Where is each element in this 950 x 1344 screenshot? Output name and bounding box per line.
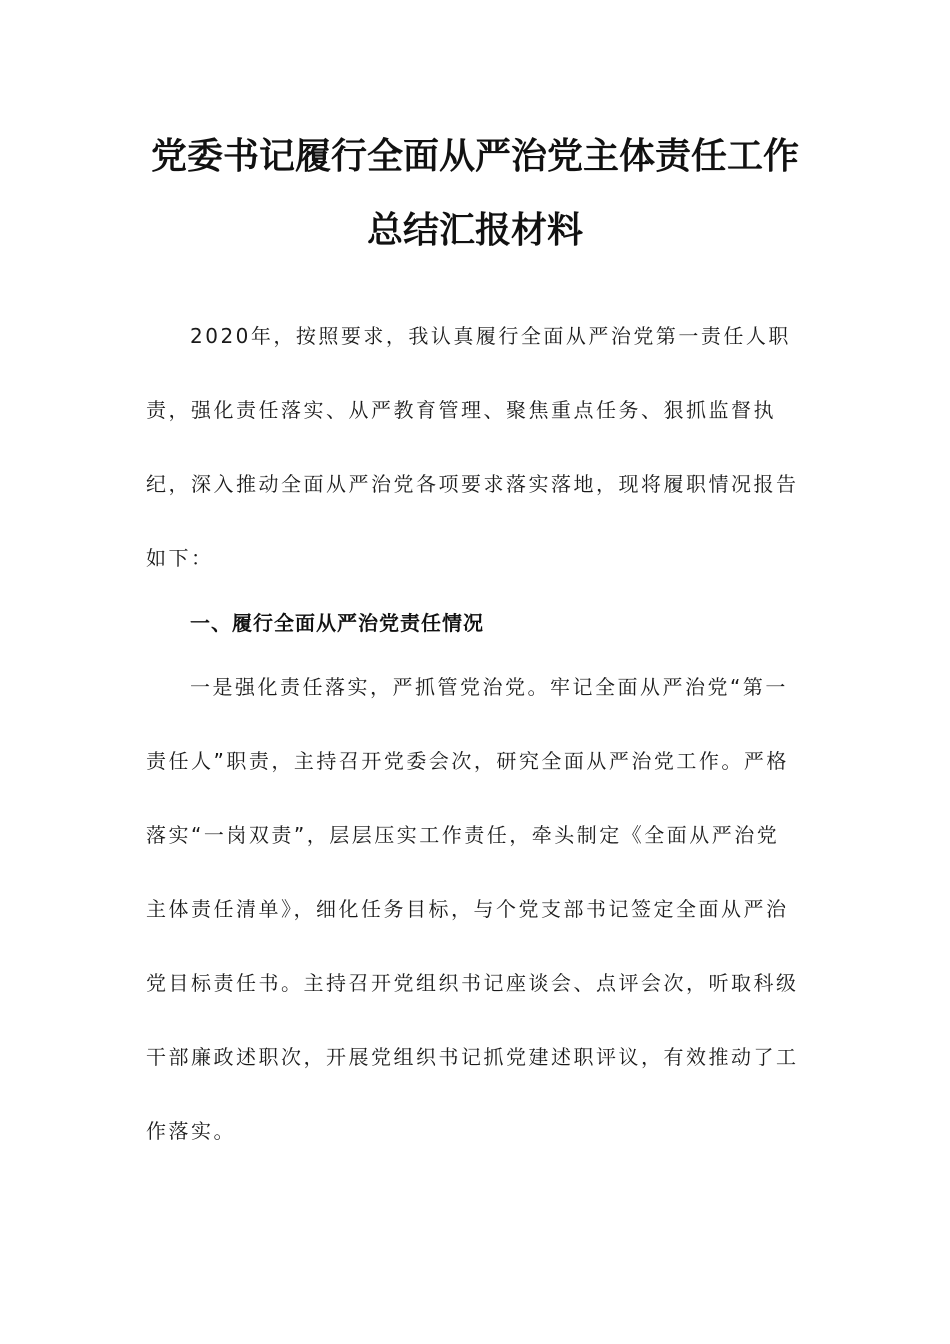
intro-line-2: 责，强化责任落实、从严教育管理、聚焦重点任务、狠抓监督执 bbox=[146, 398, 776, 422]
section-line-7: 作落实。 bbox=[146, 1119, 236, 1143]
section-line-3: 落实“一岗双责”，层层压实工作责任，牵头制定《全面从严治党 bbox=[146, 823, 780, 847]
section-line-5: 党目标责任书。主持召开党组织书记座谈会、点评会次，听取科级 bbox=[146, 971, 799, 995]
section-line-2: 责任人”职责，主持召开党委会次，研究全面从严治党工作。严格 bbox=[146, 749, 789, 773]
document-title-line-2: 总结汇报材料 bbox=[366, 209, 583, 251]
intro-line-4: 如下： bbox=[146, 546, 214, 570]
section-line-6: 干部廉政述职次，开展党组织书记抓党建述职评议，有效推动了工 bbox=[146, 1045, 799, 1069]
intro-line-3: 纪，深入推动全面从严治党各项要求落实落地，现将履职情况报告 bbox=[146, 472, 799, 496]
document-title-line-1: 党委书记履行全面从严治党主体责任工作 bbox=[150, 135, 799, 177]
intro-line-1: 2020年，按照要求，我认真履行全面从严治党第一责任人职 bbox=[190, 324, 791, 348]
section-line-4: 主体责任清单》，细化任务目标，与个党支部书记签定全面从严治 bbox=[146, 897, 789, 921]
section-heading: 一、履行全面从严治党责任情况 bbox=[190, 611, 484, 635]
section-line-1: 一是强化责任落实，严抓管党治党。牢记全面从严治党“第一 bbox=[190, 675, 788, 699]
